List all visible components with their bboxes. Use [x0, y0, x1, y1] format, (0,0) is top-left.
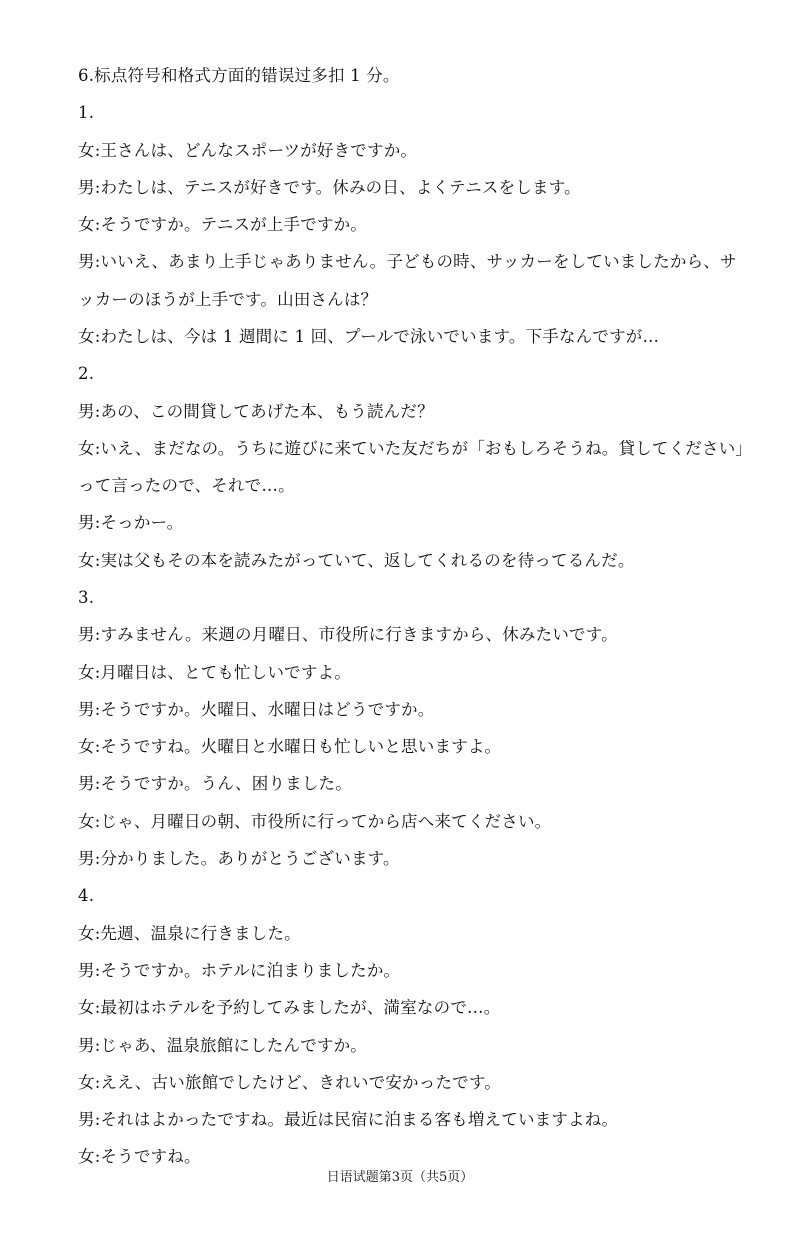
dialogue-line: 男:そうですか。ホテルに泊まりましたか。 [78, 961, 401, 980]
dialogue-line: 男:じゃあ、温泉旅館にしたんですか。 [78, 1036, 367, 1055]
dialogue-line: 女:いえ、まだなの。うちに遊びに来ていた友だちが「おもしろそうね。貸してください」 [78, 439, 753, 458]
dialogue-number: 4. [78, 886, 95, 905]
dialogue-line: 女:最初はホテルを予約してみましたが、満室なので…。 [78, 998, 501, 1017]
dialogue-line: 女:ええ、古い旅館でしたけど、きれいで安かったです。 [78, 1073, 501, 1092]
dialogue-line: 男:いいえ、あまり上手じゃありません。子どもの時、サッカーをしていましたから、サ [78, 252, 737, 271]
dialogue-line: 女:王さんは、どんなスポーツが好きですか。 [78, 141, 418, 160]
dialogue-line: 男:そうですか。火曜日、水曜日はどうですか。 [78, 700, 435, 719]
dialogue-number: 1. [78, 103, 95, 122]
dialogue-line: 女:そうですね。火曜日と水曜日も忙しいと思いますよ。 [78, 737, 502, 756]
dialogue-line: 男:すみません。来週の月曜日、市役所に行きますから、休みたいです。 [78, 625, 618, 644]
dialogue-line: って言ったので、それで…。 [78, 476, 295, 495]
dialogue-line: 女:実は父もその本を読みたがっていて、返してくれるのを待ってるんだ。 [78, 551, 635, 570]
dialogue-line: 女:そうですか。テニスが上手ですか。 [78, 215, 367, 234]
dialogue-number: 2. [78, 364, 95, 383]
dialogue-line: 男:分かりました。ありがとうございます。 [78, 849, 400, 868]
dialogue-line: 女:わたしは、今は 1 週間に 1 回、プールで泳いでいます。下手なんですが… [78, 327, 660, 346]
dialogue-line: 女:月曜日は、とても忙しいですよ。 [78, 663, 351, 682]
scoring-note: 6.标点符号和格式方面的错误过多扣 1 分。 [78, 66, 400, 85]
dialogue-line: 女:じゃ、月曜日の朝、市役所に行ってから店へ来てください。 [78, 812, 552, 831]
dialogue-number: 3. [78, 588, 95, 607]
dialogue-line: ッカーのほうが上手です。山田さんは？ [78, 290, 378, 309]
dialogue-line: 男:わたしは、テニスが好きです。休みの日、よくテニスをします。 [78, 178, 581, 197]
dialogue-line: 男:あの、この間貸してあげた本、もう読んだ？ [78, 402, 434, 421]
dialogue-line: 男:それはよかったですね。最近は民宿に泊まる客も増えていますよね。 [78, 1110, 619, 1129]
page-footer: 日语试题第3页（共5页） [326, 1170, 474, 1185]
dialogue-line: 男:そうですか。うん、困りました。 [78, 774, 352, 793]
dialogue-line: 男:そっかー。 [78, 513, 184, 532]
dialogue-line: 女:そうですね。 [78, 1147, 201, 1166]
dialogue-line: 女:先週、温泉に行きました。 [78, 924, 301, 943]
